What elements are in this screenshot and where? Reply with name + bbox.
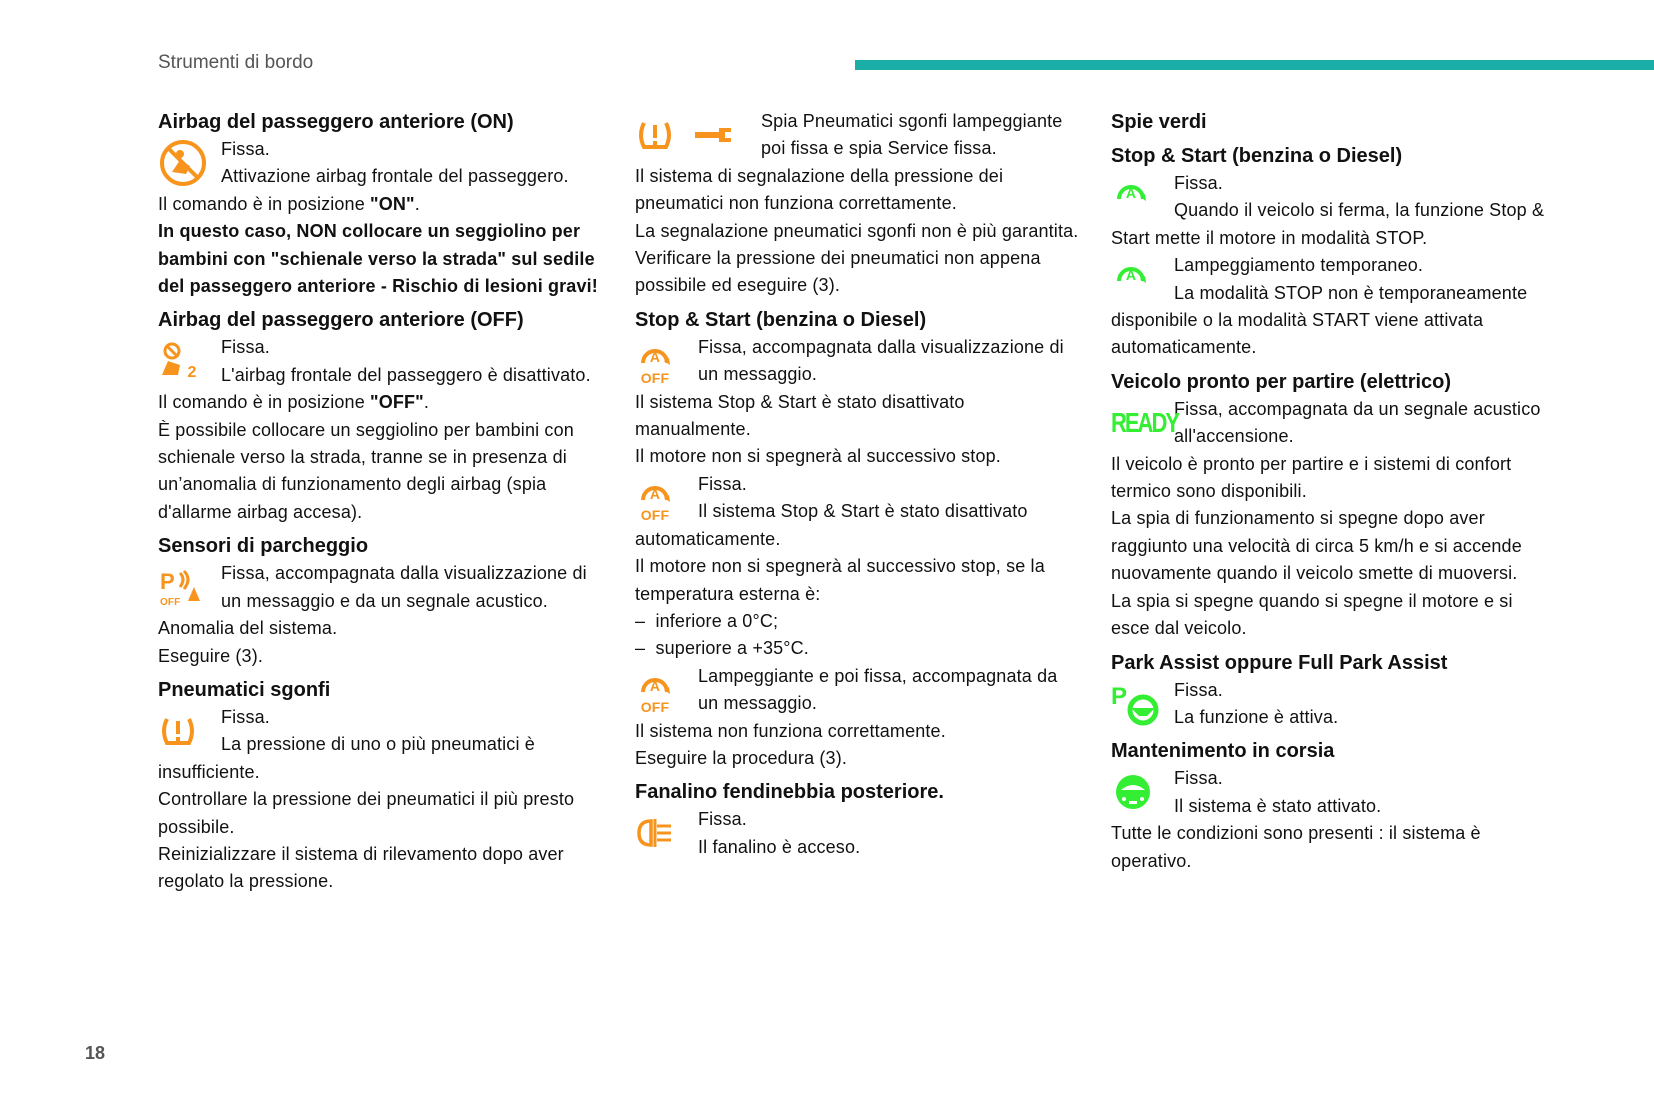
icon-description: Lampeggiante e poi fissa, accompagnata da un messaggio. <box>698 665 1058 714</box>
icon-description: Fissa. <box>221 139 270 159</box>
icon-description: Spia Pneumatici sgonfi lampeggiante poi fissa e spia Service fissa. <box>761 111 1063 159</box>
section-heading: Mantenimento in corsia <box>1111 740 1335 763</box>
page-number: 18 <box>85 1043 106 1063</box>
paragraph: Il motore non si spegnerà al successivo stop, se la temperatura esterna è: <box>635 556 1045 604</box>
paragraph: Verificare la pressione dei pneumatici non appena possibile ed eseguire (3). <box>635 248 1041 296</box>
paragraph: Il sistema di segnalazione della pressione dei pneumatici non funziona correttamente. <box>635 165 1004 214</box>
paragraph: La segnalazione pneumatici sgonfi non è più garantita. <box>635 220 1079 241</box>
paragraph: Controllare la pressione dei pneumatici il più presto possibile. <box>158 789 575 837</box>
svg-text:P: P <box>160 569 175 595</box>
paragraph: La spia si spegne quando si spegne il motore e si esce dal veicolo. <box>1111 590 1513 639</box>
lane-keeping-icon <box>1111 765 1174 819</box>
icon-description: Fissa. <box>1174 768 1223 789</box>
svg-text:P: P <box>1111 682 1128 710</box>
section-heading: Pneumatici sgonfi <box>158 678 331 701</box>
section-heading: Stop & Start (benzina o Diesel) <box>1111 145 1403 167</box>
paragraph: È possibile collocare un seggiolino per bambini con schienale verso la strada, tranne se in presenza di un’anomalia di funzionamento degli airbag (spia d'allarme airbag accesa). <box>158 419 574 522</box>
svg-text:A: A <box>649 348 661 365</box>
emphasis-text: "OFF" <box>370 392 424 413</box>
paragraph: Il veicolo è pronto per partire e i sistemi di confort termico sono disponibili. <box>1111 453 1512 502</box>
icon-description: Attivazione airbag frontale del passeggero. <box>221 166 569 187</box>
list-item: – inferiore a 0°C; <box>635 608 1080 635</box>
paragraph <box>158 191 603 218</box>
park-assist-icon <box>1111 677 1174 731</box>
paragraph: Il sistema Stop & Start è stato disattivato manualmente. <box>635 391 965 440</box>
stop-start-on-icon <box>1111 252 1174 306</box>
icon-description: L'airbag frontale del passeggero è disattivato. <box>221 364 591 385</box>
warning-paragraph: In questo caso, NON collocare un seggiolino per bambini con "schienale verso la strada" sul sedile del passeggero anteriore - Rischio di lesioni gravi! <box>158 221 598 297</box>
section-heading: Park Assist oppure Full Park Assist <box>1111 651 1448 674</box>
section-heading: Spie verdi <box>1111 111 1207 133</box>
icon-description: Fissa. <box>1174 173 1223 193</box>
svg-text:A: A <box>1125 267 1137 284</box>
paragraph: Eseguire la procedura (3). <box>635 747 848 768</box>
stop-start-off-icon <box>635 471 698 525</box>
stop-start-on-icon <box>1111 170 1174 224</box>
paragraph: Il sistema non funziona correttamente. <box>635 720 946 741</box>
icon-description: La pressione di uno o più pneumatici è insufficiente. <box>158 734 535 782</box>
text-segment: . <box>414 193 420 214</box>
stop-start-off-icon <box>635 334 698 388</box>
icon-description: Fissa. <box>221 706 270 727</box>
paragraph: Eseguire (3). <box>158 645 263 666</box>
section-heading: Sensori di parcheggio <box>158 535 369 558</box>
icon-description: Fissa. <box>221 337 270 358</box>
rear-fog-light-icon <box>635 806 698 860</box>
column-middle <box>635 108 1080 861</box>
stop-start-off-icon <box>635 663 698 717</box>
svg-text:A: A <box>649 485 661 502</box>
icon-description: Il sistema Stop & Start è stato disattivato automaticamente. <box>635 501 1028 549</box>
airbag-off-icon <box>158 334 221 388</box>
svg-text:OFF: OFF <box>160 597 181 609</box>
icon-description: Fissa, accompagnata dalla visualizzazione di un messaggio e da un segnale acustico. <box>221 563 587 611</box>
parking-sensors-off-icon <box>158 560 221 614</box>
icon-description: Fissa, accompagnata da un segnale acustico all'accensione. <box>1174 398 1541 447</box>
svg-text:OFF: OFF <box>640 698 670 714</box>
section-heading: Veicolo pronto per partire (elettrico) <box>1111 370 1452 393</box>
header-accent-bar <box>855 60 1654 70</box>
emphasis-text: "ON" <box>370 193 415 214</box>
paragraph: Reinizializzare il sistema di rilevamento dopo aver regolato la pressione. <box>158 843 564 892</box>
svg-text:OFF: OFF <box>640 506 670 522</box>
list-item: – superiore a +35°C. <box>635 635 1080 662</box>
icon-description: Lampeggiamento temporaneo. <box>1174 255 1424 276</box>
paragraph: Il motore non si spegnerà al successivo stop. <box>635 446 1001 467</box>
section-heading: Airbag del passeggero anteriore (ON) <box>158 111 514 133</box>
ready-label: READY <box>1111 406 1179 439</box>
text-segment: Il comando è in posizione <box>158 193 371 214</box>
icon-description: Il fanalino è acceso. <box>698 836 861 857</box>
paragraph: Tutte le condizioni sono presenti : il sistema è operativo. <box>1111 823 1481 871</box>
icon-description: Quando il veicolo si ferma, la funzione Stop & Start mette il motore in modalità STOP. <box>1111 200 1545 248</box>
svg-text:A: A <box>1125 185 1137 201</box>
icon-description: Fissa, accompagnata dalla visualizzazione di un messaggio. <box>698 336 1064 385</box>
icon-description: Fissa. <box>698 473 747 494</box>
svg-text:A: A <box>649 677 661 694</box>
icon-description: La modalità STOP non è temporaneamente disponibile o la modalità START viene attivata automaticamente. <box>1111 282 1528 358</box>
column-left <box>158 108 603 896</box>
paragraph: Anomalia del sistema. <box>158 618 338 639</box>
icon-description: La funzione è attiva. <box>1174 706 1339 727</box>
paragraph: La spia di funzionamento si spegne dopo aver raggiunto una velocità di circa 5 km/h e si accende nuovamente quando il veicolo smette di muoversi. <box>1111 508 1522 584</box>
ready-icon <box>1111 396 1179 450</box>
svg-text:2: 2 <box>187 364 197 382</box>
section-heading: Airbag del passeggero anteriore (OFF) <box>158 309 524 332</box>
text-segment: . <box>423 392 429 413</box>
tyre-pressure-icon <box>158 704 221 758</box>
icon-description: Il sistema è stato attivato. <box>1174 795 1382 816</box>
text-segment: Il comando è in posizione <box>158 392 371 413</box>
section-title: Strumenti di bordo <box>158 52 314 73</box>
icon-description: Fissa. <box>1174 679 1223 700</box>
section-heading: Fanalino fendinebbia posteriore. <box>635 781 944 804</box>
svg-text:OFF: OFF <box>640 369 670 385</box>
tyre-service-icon <box>635 108 761 162</box>
section-heading: Stop & Start (benzina o Diesel) <box>635 308 927 331</box>
icon-description: Fissa. <box>698 809 747 830</box>
paragraph <box>158 389 603 416</box>
column-right <box>1111 108 1556 875</box>
airbag-on-icon <box>158 136 221 190</box>
